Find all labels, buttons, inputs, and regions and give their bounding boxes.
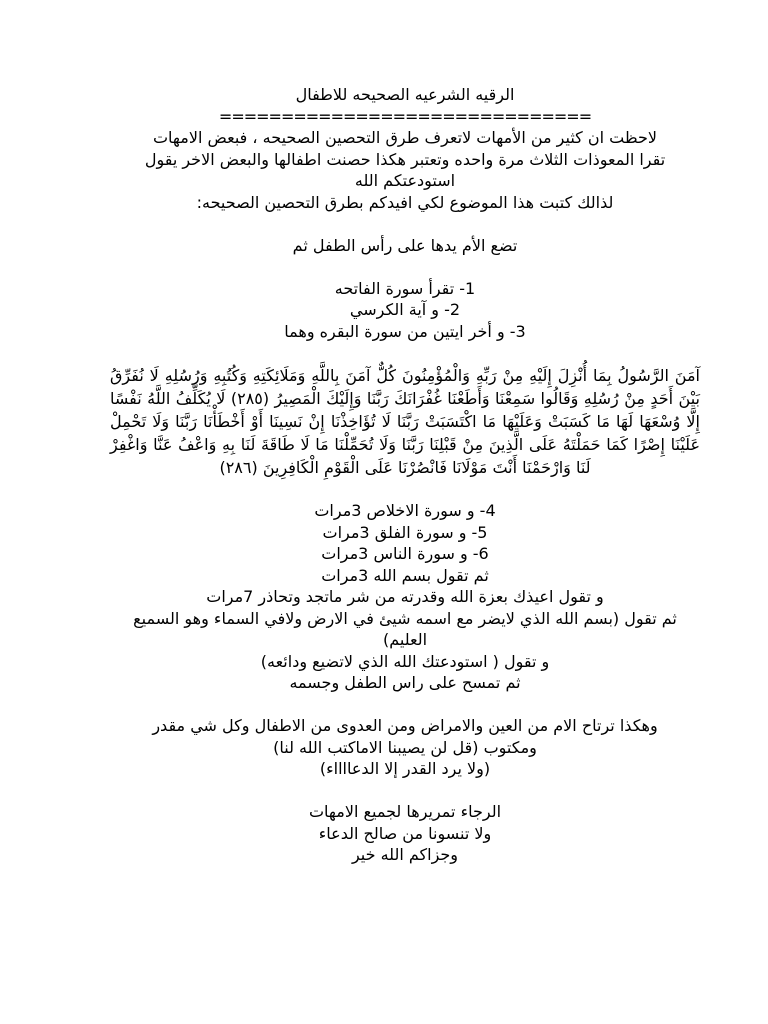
intro-line-1: لاحظت ان كثير من الأمهات لاتعرف طرق التحصين الصحيحه ، فبعض الامهات — [152, 128, 657, 147]
step-3: 3- و أخر ايتين من سورة البقره وهما — [284, 321, 526, 341]
aeedhuk-step: و تقول اعيذك بعزة الله وقدرته من شر ماتجد وتحاذر 7مرات — [206, 587, 604, 606]
title-separator: ============================== — [218, 106, 592, 126]
bismillah-dua-line: ثم تقول (بسم الله الذي لايضر مع اسمه شيئ في الارض ولافي السماء وهو السميع العليم) — [133, 608, 677, 649]
spacer — [110, 256, 700, 278]
step-6: 6- و سورة الناس 3مرات — [321, 544, 489, 563]
request-line-1: الرجاء تمريرها لجميع الامهات — [308, 802, 502, 821]
intro-line-3: استودعتكم الله — [354, 171, 456, 190]
step-1: 1- تقرأ سورة الفاتحه — [334, 278, 476, 298]
outro-line-1: وهكذا ترتاح الام من العين والامراض ومن العدوى من الاطفال وكل شي مقدر — [152, 716, 658, 735]
instruction-line: تضع الأم يدها على رأس الطفل ثم — [292, 235, 518, 255]
request-line-2: ولا تنسونا من صالح الدعاء — [318, 823, 492, 843]
wipe-child-line: ثم تمسح على راس الطفل وجسمه — [289, 673, 521, 692]
outro-line-2: ومكتوب (قل لن يصيبنا الاماكتب الله لنا) — [273, 737, 537, 757]
quran-verses-paragraph: آمَنَ الرَّسُولُ بِمَا أُنْزِلَ إِلَيْهِ مِنْ رَبِّهِ وَالْمُؤْمِنُونَ كُلٌّ آمَنَ بِاللَّهِ وَمَلَائِكَتِهِ وَكُتُبِهِ وَرُسُلِهِ لَا نُفَرِّقُ بَيْنَ أَحَدٍ مِنْ رُسُلِهِ وَقَالُوا سَمِعْنَا وَأَطَعْنَا غُفْرَانَكَ رَبَّنَا وَإِلَيْكَ الْمَصِيرُ (٢٨٥) لَا يُكَلِّفُ اللَّهُ نَفْسًا إِلَّا وُسْعَهَا لَهَا مَا كَسَبَتْ وَعَلَيْهَا مَا اكْتَسَبَتْ رَبَّنَا لَا تُؤَاخِذْنَا إِنْ نَسِينَا أَوْ أَخْطَأْنَا رَبَّنَا وَلَا تَحْمِلْ عَلَيْنَا إِصْرًا كَمَا حَمَلْتَهُ عَلَى الَّذِينَ مِنْ قَبْلِنَا رَبَّنَا وَلَا تُحَمِّلْنَا مَا لَا طَاقَةَ لَنَا بِهِ وَاعْفُ عَنَّا وَاغْفِرْ لَنَا وَارْحَمْنَا أَنْتَ مَوْلَانَا فَانْصُرْنَا عَلَى الْقَوْمِ الْكَافِرِينَ (٢٨٦) — [110, 365, 701, 477]
spacer — [110, 694, 700, 716]
document-page — [110, 84, 700, 866]
spacer — [110, 479, 700, 501]
step-2: 2- و آية الكرسي — [349, 300, 461, 319]
step-4: 4- و سورة الاخلاص 3مرات — [314, 501, 496, 520]
intro-line-4: لذالك كتبت هذا الموضوع لكي افيدكم بطرق التحصين الصحيحه: — [196, 192, 614, 212]
istawdaatuk-line: و تقول ( استودعتك الله الذي لاتضيع ودائعه) — [260, 651, 550, 671]
spacer — [110, 213, 700, 235]
bismillah-step: ثم تقول بسم الله 3مرات — [321, 565, 489, 585]
step-5: 5- و سورة الفلق 3مرات — [322, 522, 488, 542]
spacer — [110, 342, 700, 364]
intro-line-2: تقرا المعوذات الثلاث مرة واحده وتعتبر هكذا حصنت اطفالها والبعض الاخر يقول — [144, 149, 666, 169]
outro-line-3: (ولا يرد القدر إلا الدعااااء) — [319, 759, 491, 778]
spacer — [110, 780, 700, 802]
request-line-3: وجزاكم الله خير — [351, 845, 459, 864]
document-title: الرقيه الشرعيه الصحيحه للاطفال — [295, 85, 515, 104]
